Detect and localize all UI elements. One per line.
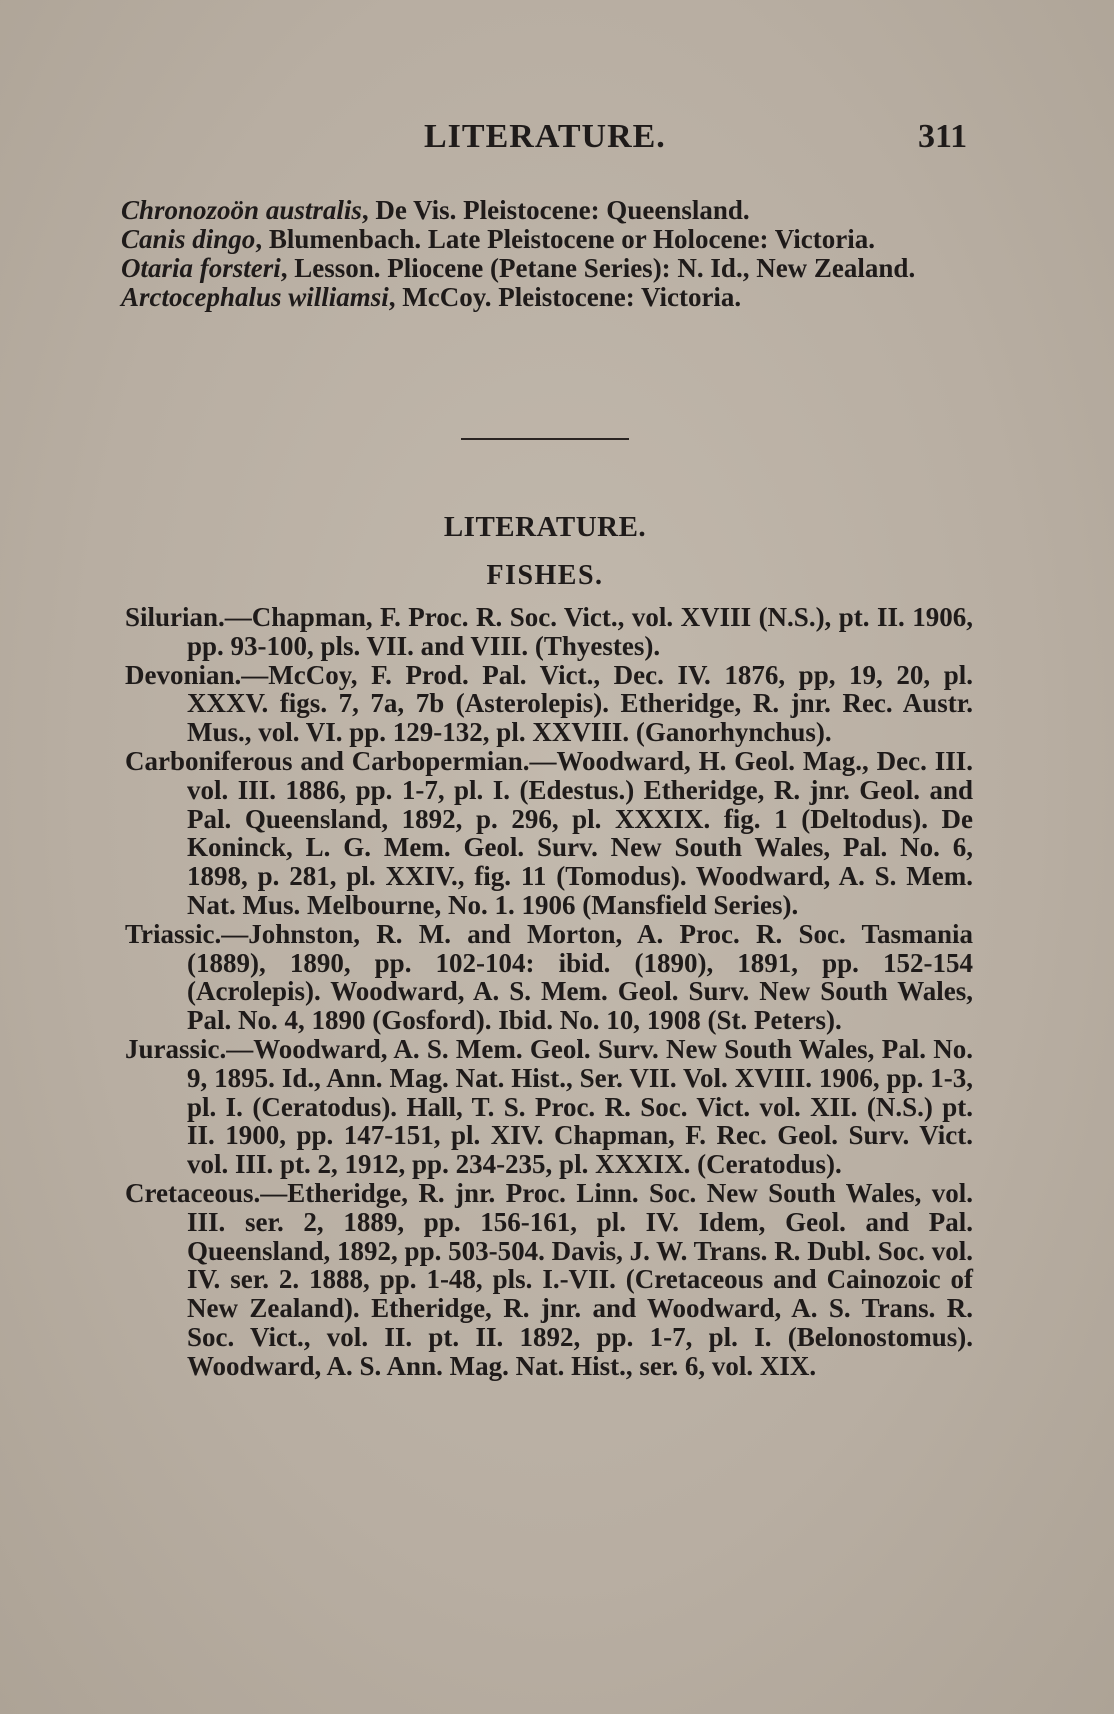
reference-text: McCoy, F. Prod. Pal. Vict., Dec. IV. 1876, pp, 19, 20, pl. XXXV. figs. 7, 7a, 7b (Asterolepis). Etheridge, R. jnr. Rec. Austr. Mus., vol. VI. pp. 129-132, pl. XXVIII. (Ganorhynchus).	[187, 659, 973, 748]
literature-list	[125, 603, 973, 1381]
page-number: 311	[918, 118, 968, 155]
literature-entry	[125, 747, 973, 920]
reference-text: Johnston, R. M. and Morton, A. Proc. R. Soc. Tasmania (1889), 1890, pp. 102-104: ibid. (1890), 1891, pp. 152-154 (Acrolepis). Woodward, A. S. Mem. Geol. Surv. New South Wales, Pal. No. 4, 1890 (Gosford). Ibid. No. 10, 1908 (St. Peters).	[187, 918, 973, 1036]
reference-text: Woodward, H. Geol. Mag., Dec. III. vol. III. 1886, pp. 1-7, pl. I. (Edestus.) Etheridge, R. jnr. Geol. and Pal. Queensland, 1892, p. 296, pl. XXXIX. fig. 1 (Deltodus). De Koninck, L. G. Mem. Geol. Surv. New South Wales, Pal. No. 6, 1898, p. 281, pl. XXIV., fig. 11 (Tomodus). Woodward, A. S. Mem. Nat. Mus. Melbourne, No. 1. 1906 (Mansfield Series).	[187, 745, 973, 920]
geologic-period: Jurassic.—	[125, 1033, 254, 1064]
geologic-period: Carboniferous and Carbopermian.—	[125, 745, 557, 776]
species-name: Arctocephalus williamsi	[121, 282, 389, 312]
geologic-period: Silurian.—	[125, 602, 252, 632]
species-entry	[121, 254, 973, 283]
page-header	[0, 118, 1114, 168]
geologic-period: Devonian.—	[125, 659, 269, 690]
species-entry	[121, 283, 973, 312]
running-title: LITERATURE.	[424, 118, 666, 155]
geologic-period: Cretaceous.—	[125, 1177, 288, 1208]
species-entry	[121, 196, 973, 225]
species-name: Otaria forsteri	[121, 253, 281, 283]
literature-entry	[125, 603, 973, 661]
section-divider	[461, 438, 629, 440]
literature-entry	[125, 1179, 973, 1381]
reference-text: Chapman, F. Proc. R. Soc. Vict., vol. XVIII (N.S.), pt. II. 1906, pp. 93-100, pls. VII. and VIII. (Thyestes).	[187, 602, 973, 661]
species-name: Canis dingo	[121, 224, 256, 254]
species-name: Chronozoön australis	[121, 195, 362, 225]
species-details: , De Vis. Pleistocene: Queensland.	[361, 195, 750, 225]
reference-text: Etheridge, R. jnr. Proc. Linn. Soc. New South Wales, vol. III. ser. 2, 1889, pp. 156-161, pl. IV. Idem, Geol. and Pal. Queensland, 1892, pp. 503-504. Davis, J. W. Trans. R. Dubl. Soc. vol. IV. ser. 2. 1888, pp. 1-48, pls. I.-VII. (Cretaceous and Cainozoic of New Zealand). Etheridge, R. jnr. and Woodward, A. S. Trans. R. Soc. Vict., vol. II. pt. II. 1892, pp. 1-7, pl. I. (Belonostomus). Woodward, A. S. Ann. Mag. Nat. Hist., ser. 6, vol. XIX.	[187, 1177, 973, 1381]
fishes-subheading: FISHES.	[486, 560, 604, 591]
species-details: , Lesson. Pliocene (Petane Series): N. Id., New Zealand.	[280, 253, 916, 283]
literature-entry	[125, 1035, 973, 1179]
species-details: , McCoy. Pleistocene: Victoria.	[388, 282, 742, 312]
species-details: , Blumenbach. Late Pleistocene or Holocene: Victoria.	[255, 224, 875, 254]
reference-text: Woodward, A. S. Mem. Geol. Surv. New South Wales, Pal. No. 9, 1895. Id., Ann. Mag. Nat. Hist., Ser. VII. Vol. XVIII. 1906, pp. 1-3, pl. I. (Ceratodus). Hall, T. S. Proc. R. Soc. Vict. vol. XII. (N.S.) pt. II. 1900, pp. 147-151, pl. XIV. Chapman, F. Rec. Geol. Surv. Vict. vol. III. pt. 2, 1912, pp. 234-235, pl. XXXIX. (Ceratodus).	[187, 1033, 973, 1180]
literature-heading: LITERATURE.	[443, 511, 647, 543]
species-list	[121, 196, 973, 312]
geologic-period: Triassic.—	[125, 918, 249, 949]
literature-entry	[125, 920, 973, 1035]
species-entry	[121, 225, 973, 254]
literature-entry	[125, 661, 973, 747]
